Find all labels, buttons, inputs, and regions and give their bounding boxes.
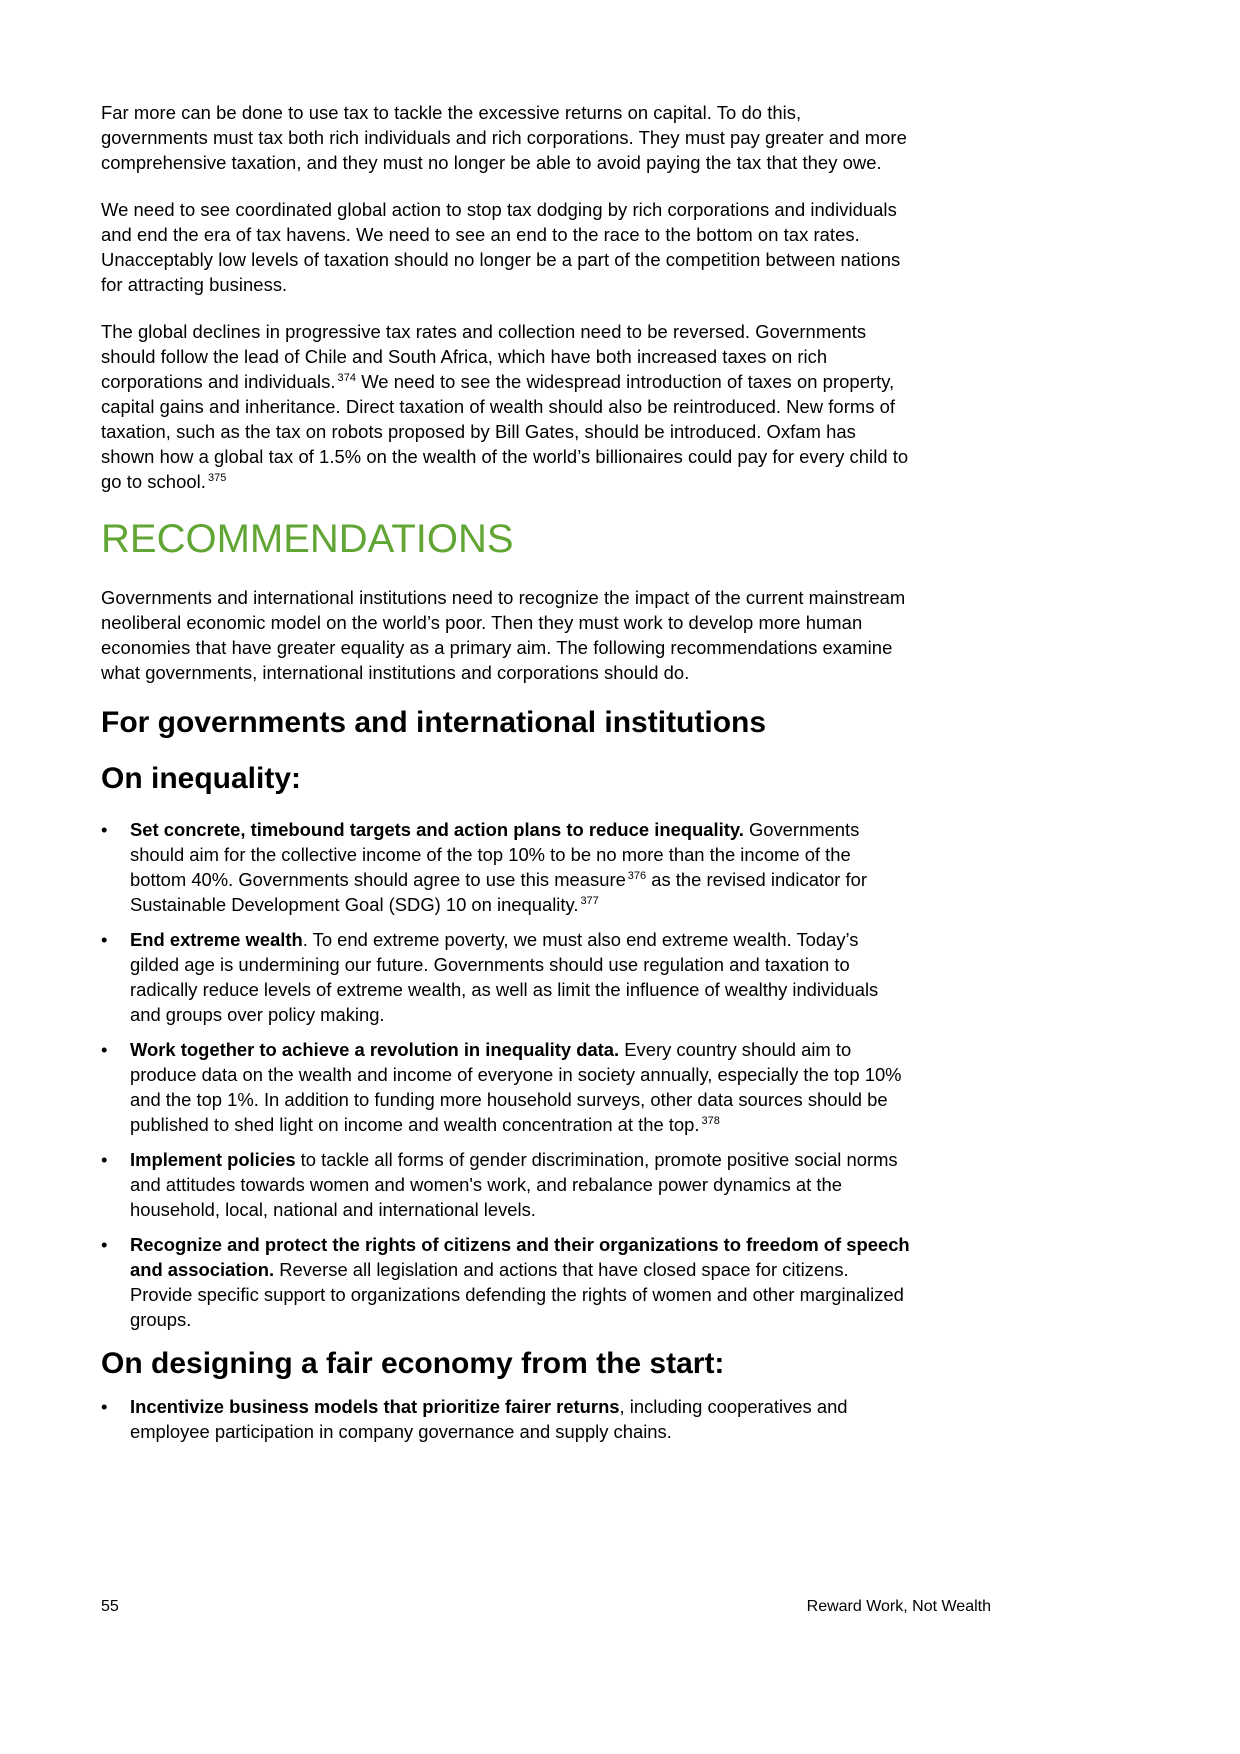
bullet-text: Reverse all legislation and actions that have closed space for citizens. Provide specific support to organizations defending the rights of women and other marginalized groups. [130, 1259, 904, 1330]
bullet-text: . To end extreme poverty, we must also end extreme wealth. Today’s gilded age is undermining our future. Governments should use regulation and taxation to radically reduce levels of extreme wealth, as well as limit the influence of wealthy individuals and groups over policy making. [130, 929, 879, 1025]
heading-governments: For governments and international institutions [101, 706, 767, 739]
paragraph-tax-havens: We need to see coordinated global action to stop tax dodging by rich corporations and individuals and end the era of tax havens. We need to see an end to the race to the bottom on tax rates. Unacceptably low levels of taxation should no longer be a part of the competition between nations for attracting business. [101, 199, 901, 295]
page-content [101, 100, 911, 1458]
heading-inequality: On inequality: [101, 762, 302, 795]
bullet-icon: • [101, 929, 108, 950]
paragraph-text: The global declines in progressive tax rates and collection need to be reversed. Governments should follow the lead of Chile and South Africa, which have both increased taxes on rich corporations and individuals. [101, 321, 867, 392]
heading-fair-economy: On designing a fair economy from the start: [101, 1347, 725, 1380]
bullet-text: to tackle all forms of gender discrimination, promote positive social norms and attitudes towards women and women's work, and rebalance power dynamics at the household, local, national and international levels. [130, 1149, 898, 1220]
recommendations-heading: RECOMMENDATIONS [101, 517, 514, 561]
bullet-icon: • [101, 1039, 108, 1060]
bullet-text: as the revised indicator for Sustainable Development Goal (SDG) 10 on inequality. [130, 869, 867, 915]
footnote-ref[interactable]: 378 [701, 1115, 720, 1127]
paragraph-tax-capital: Far more can be done to use tax to tackle the excessive returns on capital. To do this, governments must tax both rich individuals and rich corporations. They must pay greater and more comprehensive taxation, and they must no longer be able to avoid paying the tax that they owe. [101, 102, 907, 173]
recommendations-intro: Governments and international institutions need to recognize the impact of the current mainstream neoliberal economic model on the world’s poor. Then they must work to develop more human economies that have greater equality as a primary aim. The following recommendations examine what governments, international institutions and corporations should do. [101, 587, 906, 683]
list-item [101, 927, 911, 1027]
list-item [101, 1232, 911, 1332]
list-item [101, 817, 911, 917]
list-item [101, 1037, 911, 1137]
fair-economy-bullet-list [101, 1394, 911, 1444]
footnote-ref[interactable]: 374 [337, 372, 357, 384]
footnote-ref[interactable]: 377 [580, 895, 599, 907]
bullet-icon: • [101, 1396, 108, 1417]
list-item [101, 1394, 911, 1444]
page-footer [101, 1598, 991, 1616]
report-title: Reward Work, Not Wealth [806, 1598, 991, 1615]
bullet-bold-text: Recognize and protect the rights of citizens and their organizations to freedom of speech and association. [130, 1234, 910, 1280]
bullet-bold-text: Work together to achieve a revolution in inequality data. [130, 1039, 620, 1060]
bullet-bold-text: Set concrete, timebound targets and action plans to reduce inequality. [130, 819, 744, 840]
paragraph-text: We need to see the widespread introduction of taxes on property, capital gains and inheritance. Direct taxation of wealth should also be reintroduced. New forms of taxation, such as the tax on robots proposed by Bill Gates, should be introduced. Oxfam has shown how a global tax of 1.5% on the wealth of the world’s billionaires could pay for every child to go to school. [101, 371, 909, 492]
list-item [101, 1147, 911, 1222]
bullet-icon: • [101, 819, 108, 840]
bullet-text: Governments should aim for the collective income of the top 10% to be no more than the income of the bottom 40%. Governments should agree to use this measure [130, 819, 860, 890]
bullet-text: , including cooperatives and employee participation in company governance and supply chains. [130, 1396, 848, 1442]
paragraph-progressive-tax [101, 319, 911, 494]
bullet-bold-text: Implement policies [130, 1149, 296, 1170]
bullet-icon: • [101, 1149, 108, 1170]
bullet-bold-text: End extreme wealth [130, 929, 303, 950]
page-number: 55 [101, 1598, 119, 1615]
bullet-text: Every country should aim to produce data on the wealth and income of everyone in society annually, especially the top 10% and the top 1%. In addition to funding more household surveys, other data sources should be published to shed light on income and wealth concentration at the top. [130, 1039, 902, 1135]
bullet-bold-text: Incentivize business models that prioritize fairer returns [130, 1396, 620, 1417]
bullet-icon: • [101, 1234, 108, 1255]
footnote-ref[interactable]: 375 [207, 472, 227, 484]
inequality-bullet-list [101, 817, 911, 1332]
footnote-ref[interactable]: 376 [627, 870, 647, 882]
